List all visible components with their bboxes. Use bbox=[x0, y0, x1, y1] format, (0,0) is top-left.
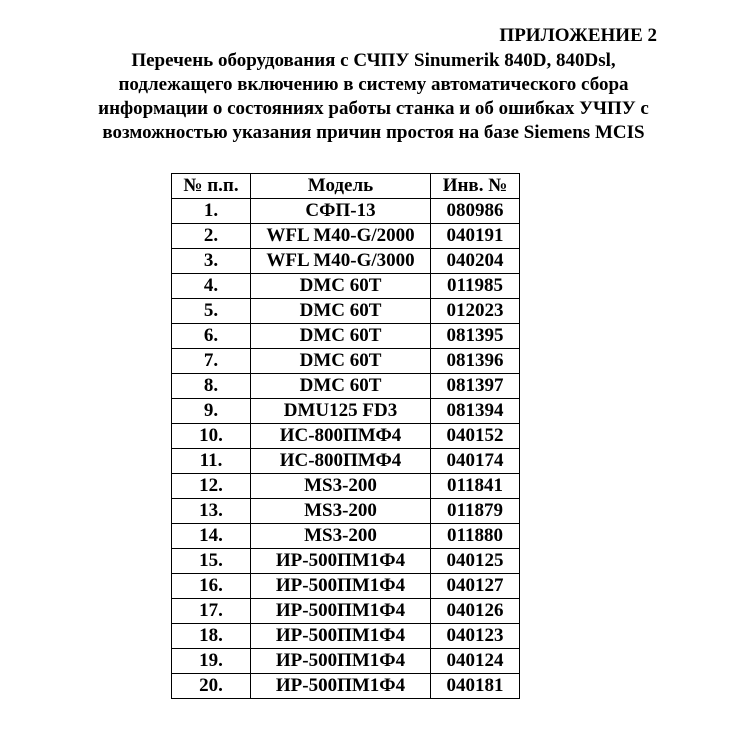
table-header-row bbox=[172, 174, 520, 199]
row-number-cell: 7. bbox=[172, 349, 251, 374]
row-number-cell: 16. bbox=[172, 574, 251, 599]
table-row bbox=[172, 199, 520, 224]
table-row bbox=[172, 324, 520, 349]
table-body bbox=[172, 199, 520, 699]
model-cell: MS3-200 bbox=[251, 524, 431, 549]
table-row bbox=[172, 499, 520, 524]
table-row bbox=[172, 249, 520, 274]
row-number-cell: 9. bbox=[172, 399, 251, 424]
inventory-number-cell: 040126 bbox=[431, 599, 520, 624]
row-number-cell: 11. bbox=[172, 449, 251, 474]
row-number-cell: 13. bbox=[172, 499, 251, 524]
column-header-number: № п.п. bbox=[172, 174, 251, 199]
table-header bbox=[172, 174, 520, 199]
model-cell: ИР-500ПМ1Ф4 bbox=[251, 549, 431, 574]
table-row bbox=[172, 649, 520, 674]
column-header-model: Модель bbox=[251, 174, 431, 199]
equipment-table bbox=[171, 173, 520, 699]
title-line-4: возможностью указания причин простоя на базе Siemens MCIS bbox=[102, 122, 645, 143]
table-row bbox=[172, 524, 520, 549]
row-number-cell: 18. bbox=[172, 624, 251, 649]
row-number-cell: 17. bbox=[172, 599, 251, 624]
model-cell: ИР-500ПМ1Ф4 bbox=[251, 599, 431, 624]
inventory-number-cell: 011879 bbox=[431, 499, 520, 524]
inventory-number-cell: 040191 bbox=[431, 224, 520, 249]
inventory-number-cell: 040125 bbox=[431, 549, 520, 574]
model-cell: ИР-500ПМ1Ф4 bbox=[251, 624, 431, 649]
row-number-cell: 2. bbox=[172, 224, 251, 249]
inventory-number-cell: 040152 bbox=[431, 424, 520, 449]
model-cell: ИР-500ПМ1Ф4 bbox=[251, 574, 431, 599]
row-number-cell: 3. bbox=[172, 249, 251, 274]
model-cell: ИС-800ПМФ4 bbox=[251, 449, 431, 474]
inventory-number-cell: 081397 bbox=[431, 374, 520, 399]
row-number-cell: 10. bbox=[172, 424, 251, 449]
table-row bbox=[172, 424, 520, 449]
inventory-number-cell: 081396 bbox=[431, 349, 520, 374]
row-number-cell: 19. bbox=[172, 649, 251, 674]
model-cell: DMC 60T bbox=[251, 349, 431, 374]
table-row bbox=[172, 374, 520, 399]
table-row bbox=[172, 399, 520, 424]
inventory-number-cell: 080986 bbox=[431, 199, 520, 224]
model-cell: DMC 60T bbox=[251, 374, 431, 399]
model-cell: ИС-800ПМФ4 bbox=[251, 424, 431, 449]
inventory-number-cell: 011841 bbox=[431, 474, 520, 499]
table-row bbox=[172, 449, 520, 474]
row-number-cell: 1. bbox=[172, 199, 251, 224]
table-row bbox=[172, 624, 520, 649]
table-row bbox=[172, 549, 520, 574]
model-cell: MS3-200 bbox=[251, 499, 431, 524]
model-cell: MS3-200 bbox=[251, 474, 431, 499]
inventory-number-cell: 012023 bbox=[431, 299, 520, 324]
title-line-1: Перечень оборудования с СЧПУ Sinumerik 840D, 840Dsl, bbox=[131, 50, 616, 71]
row-number-cell: 5. bbox=[172, 299, 251, 324]
model-cell: WFL M40-G/3000 bbox=[251, 249, 431, 274]
title-line-2: подлежащего включению в систему автоматического сбора bbox=[118, 74, 629, 95]
inventory-number-cell: 081395 bbox=[431, 324, 520, 349]
table-row bbox=[172, 574, 520, 599]
inventory-number-cell: 040127 bbox=[431, 574, 520, 599]
row-number-cell: 20. bbox=[172, 674, 251, 699]
row-number-cell: 8. bbox=[172, 374, 251, 399]
table-row bbox=[172, 299, 520, 324]
inventory-number-cell: 040123 bbox=[431, 624, 520, 649]
model-cell: СФП-13 bbox=[251, 199, 431, 224]
model-cell: ИР-500ПМ1Ф4 bbox=[251, 649, 431, 674]
model-cell: ИР-500ПМ1Ф4 bbox=[251, 674, 431, 699]
model-cell: WFL M40-G/2000 bbox=[251, 224, 431, 249]
row-number-cell: 12. bbox=[172, 474, 251, 499]
table-row bbox=[172, 224, 520, 249]
document-title bbox=[0, 49, 747, 145]
table-row bbox=[172, 674, 520, 699]
model-cell: DMC 60T bbox=[251, 299, 431, 324]
row-number-cell: 15. bbox=[172, 549, 251, 574]
inventory-number-cell: 040174 bbox=[431, 449, 520, 474]
inventory-number-cell: 081394 bbox=[431, 399, 520, 424]
column-header-inventory: Инв. № bbox=[431, 174, 520, 199]
model-cell: DMC 60T bbox=[251, 274, 431, 299]
inventory-number-cell: 040124 bbox=[431, 649, 520, 674]
model-cell: DMC 60T bbox=[251, 324, 431, 349]
row-number-cell: 4. bbox=[172, 274, 251, 299]
inventory-number-cell: 040204 bbox=[431, 249, 520, 274]
row-number-cell: 6. bbox=[172, 324, 251, 349]
inventory-number-cell: 011985 bbox=[431, 274, 520, 299]
row-number-cell: 14. bbox=[172, 524, 251, 549]
appendix-label: ПРИЛОЖЕНИЕ 2 bbox=[499, 25, 657, 46]
table-row bbox=[172, 474, 520, 499]
title-line-3: информации о состояниях работы станка и об ошибках УЧПУ с bbox=[98, 98, 649, 119]
table-row bbox=[172, 599, 520, 624]
inventory-number-cell: 040181 bbox=[431, 674, 520, 699]
inventory-number-cell: 011880 bbox=[431, 524, 520, 549]
table-row bbox=[172, 274, 520, 299]
model-cell: DMU125 FD3 bbox=[251, 399, 431, 424]
table-row bbox=[172, 349, 520, 374]
